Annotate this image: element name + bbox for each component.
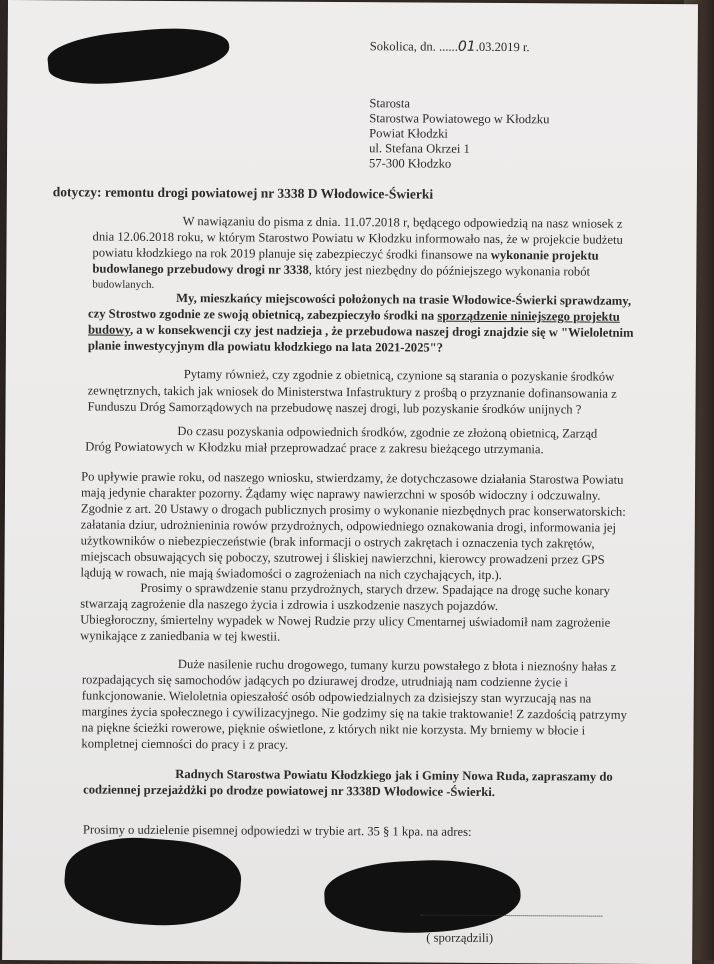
- p8-line-1: Radnych Starostwa Powiatu Kłodzkiego jak i Gminy Nowa Ruda, zapraszamy do: [175, 767, 613, 784]
- p7-line-5: na piękne ścieżki rowerowe, pięknie oświetlone, z których nikt nie korzysta. My brniemy w błocie i: [81, 720, 586, 738]
- p3-line-2: zewnętrznych, takich jak wniosek do Ministerstwa Infastruktury z prośbą o przyznanie dofinansowania z: [87, 383, 617, 401]
- p5-line-7: lądują w rowach, nie mają świadomości o zagrożeniach na nich czychających, itp.).: [80, 565, 502, 583]
- p2-line-2a: czy Strostwo zgodnie ze swoją obietnicą, zabezpieczyło środki na: [88, 306, 438, 323]
- p1-line-2: dnia 12.06.2018 roku, w którym Starostwo Powiatu w Kłodzku informowało nas, że w projekcie budżetu: [92, 229, 623, 247]
- recipient-line-2: Starostwa Powiatowego w Kłodzku: [369, 111, 550, 127]
- p1-line-3b: wykonanie projektu: [490, 247, 599, 263]
- p2-line-3b: , a w konsekwencji czy jest nadzieja , że przebudowa naszej drogi znajdzie się w "Wieloletnim: [129, 322, 634, 340]
- p5-line-1: Po upływie prawie roku, od naszego wniosku, stwierdzamy, że dotychczasowe działania Starostwa Powiatu: [81, 469, 624, 487]
- p7-line-6: kompletnej ciemności do pracy i z pracy.: [81, 736, 289, 752]
- recipient-line-4: ul. Stefana Okrzei 1: [369, 141, 470, 156]
- p1-line-3: [92, 246, 598, 264]
- p6-line-4: wynikające z zaniedbania w tej kwestii.: [80, 628, 281, 644]
- p2-line-3a: budowy: [87, 322, 131, 337]
- p7-line-1: Duże nasilenie ruchu drogowego, tumany kurzu powstałego z błota i nieznośny hałas z: [177, 657, 617, 674]
- signature-label: ( sporządzili): [426, 930, 494, 945]
- p5-line-5: użytkowników o niebezpieczeństwie (brak informacji o ostrych zakrętach i oznaczenia tych zakrętów,: [80, 533, 595, 551]
- p2-line-2b: sporządzenie niniejszego projektu: [437, 308, 620, 324]
- p1-line-4: [92, 262, 590, 280]
- place-date-suffix: .03.2019 r.: [475, 39, 530, 55]
- reply-request: Prosimy o udzielenie pisemnej odpowiedzi w trybie art. 35 § 1 kpa. na adres:: [82, 822, 472, 839]
- date-handwritten: 01: [457, 38, 476, 55]
- p2-line-4: planie inwestycyjnym dla powiatu kłodzkiego na lata 2021-2025"?: [87, 338, 444, 355]
- p5-line-3: Zgodnie z art. 20 Ustawy o drogach publicznych prosimy o wykonanie niezbędnych prac konserwatorskich:: [80, 501, 626, 519]
- p7-line-4: margines życia społecznego i cywilizacyjnego. Nie godzimy się na takie traktowanie! Z zazdością patrzymy: [81, 704, 627, 722]
- p1-line-3a: powiatu kłodzkiego na rok 2019 planuje się zabezpieczyć środki finansowe na: [92, 245, 491, 262]
- redacted-sender: [46, 22, 232, 90]
- p4-line-2: Dróg Powiatowych w Kłodzku miał przeprowadzać prace z zakresu bieżącego utrzymania.: [85, 439, 544, 457]
- p6-line-2: stwarzają zagrożenie dla naszego życia i zdrowia i uszkodzenie naszych pojazdów.: [80, 596, 499, 614]
- p5-line-6: miejscach obsuwających się poboczy, szutrowej i śliskiej nawierzchni, kierowcy prowadzeni przez GPS: [80, 549, 605, 567]
- p8-line-2: codziennej przejażdżki po drodze powiatowej nr 3338D Włodowice -Świerki.: [83, 782, 495, 799]
- p3-line-3: Funduszu Dróg Samorządowych na przebudowę naszej drogi, lub pozyskanie środków unijnych ?: [87, 399, 582, 417]
- p7-line-3: funkcjonowanie. Wieloletnia opieszałość osób odpowiedzialnych za dzisiejszy stan wyrzucają nas na: [81, 688, 592, 706]
- p1-line-4b: , który jest niezbędny do późniejszego wykonania robót: [308, 262, 591, 279]
- p3-line-1: Pytamy również, czy zgodnie z obietnicą, czynione są starania o pozyskanie środków: [183, 367, 615, 384]
- redacted-address: [62, 832, 244, 931]
- p5-line-2: mają jedynie charakter pozorny. Żądamy więc naprawy nawierzchni w sposób widoczny i odczuwalny.: [80, 485, 601, 503]
- p7-line-2: rozpadających się samochodów jadących po dziurawej drodze, utrudniają nam codzienne życie i: [81, 672, 568, 690]
- p6-line-1: Prosimy o sprawdzenie stanu przydrożnych, starych drzew. Spadające na drogę suche konary: [140, 580, 610, 598]
- recipient-line-5: 57-300 Kłodzko: [368, 156, 452, 171]
- p5-line-4: załatania dziur, udrożnieninia rowów przydrożnych, odpowiedniego oznakowania drogi, informowania jej: [80, 517, 617, 535]
- recipient-line-1: Starosta: [369, 96, 410, 111]
- subject-line: dotyczy: remontu drogi powiatowej nr 3338 D Włodowice-Świerki: [52, 184, 434, 202]
- place-date: [370, 39, 530, 55]
- p1-line-1: W nawiązaniu do pisma z dnia. 11.07.2018 r, będącego odpowiedzią na nasz wniosek z: [182, 214, 623, 231]
- recipient-line-3: Powiat Kłodzki: [369, 126, 448, 141]
- p1-line-5: budowlanych.: [92, 278, 155, 291]
- p4-line-1: Do czasu pozyskania odpowiednich środków, zgodnie ze złożoną obietnicą, Zarząd: [177, 424, 598, 441]
- p6-line-3: Ubiegłoroczny, śmiertelny wypadek w Nowej Rudzie przy ulicy Cmentarnej uświadomił nam zagrożenie: [80, 612, 611, 630]
- p2-line-1: My, mieszkańcy miejscowości położonych na trasie Włodowice-Świerki sprawdzamy,: [176, 291, 632, 308]
- redacted-signatures: [323, 856, 522, 937]
- letter-page: [2, 0, 698, 964]
- p1-line-4a: budowlanego przebudowy drogi nr 3338: [92, 261, 309, 277]
- place-date-prefix: Sokolica, dn. ......: [369, 39, 458, 54]
